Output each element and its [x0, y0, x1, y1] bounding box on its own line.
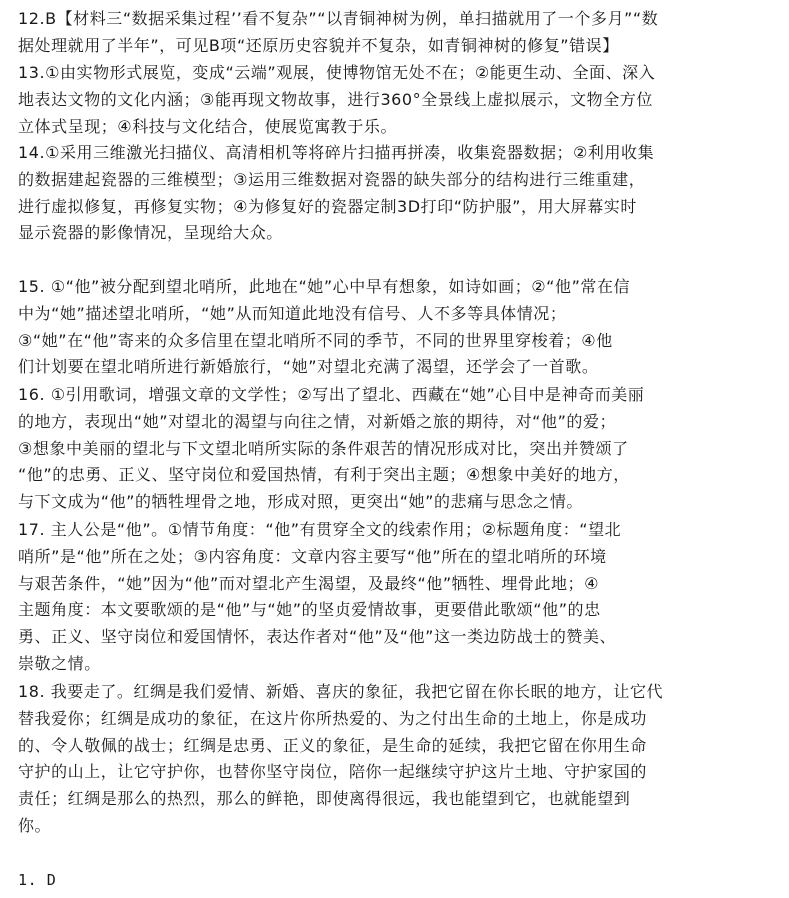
- q14-line-3: 进行虚拟修复，再修复实物；④为修复好的瓷器定制3D打印“防护服”，用大屏幕实时: [18, 196, 637, 216]
- answer-1-d: 1. D: [18, 871, 57, 889]
- q17-line-1: 17. 主人公是“他”。①情节角度：“他”有贯穿全文的线索作用；②标题角度：“望北: [18, 520, 622, 539]
- q14-line-1: 14.①采用三维激光扫描仪、高清相机等将碎片扫描再拼凑，收集瓷器数据；②利用收集: [18, 143, 655, 162]
- q17-line-6: 崇敬之情。: [18, 654, 101, 673]
- q16-line-4: “他”的忠勇、正义、坚守岗位和爱国热情，有利于突出主题；④想象中美好的地方，: [18, 465, 630, 485]
- q15-line-2: 中为“她”描述望北哨所，“她”从而知道此地没有信号、人不多等具体情况；: [18, 303, 567, 323]
- q16-line-2: 的地方，表现出“她”对望北的渴望与向往之情，对新婚之旅的期待，对“他”的爱；: [18, 411, 617, 431]
- q18-line-2: 替我爱你；红绸是成功的象征，在这片你所热爱的、为之付出生命的土地上，你是成功: [18, 708, 647, 728]
- q16-line-5: 与下文成为“他”的牺牲埋骨之地，形成对照，更突出“她”的悲痛与思念之情。: [18, 492, 583, 512]
- q15-line-3: ③“她”在“他”寄来的众多信里在望北哨所不同的季节，不同的世界里穿梭着；④他: [18, 330, 613, 350]
- q17-line-4: 主题角度：本文要歌颂的是“他”与“她”的坚贞爱情故事，更要借此歌颂“他”的忠: [18, 600, 601, 620]
- q17-line-5: 勇、正义、坚守岗位和爱国情怀，表达作者对“他”及“他”这一类边防战士的赞美、: [18, 627, 617, 647]
- q18-line-4: 守护的山上，让它守护你，也替你坚守岗位，陪你一起继续守护这片土地、守护家国的: [18, 762, 647, 782]
- q18-line-6: 你。: [18, 816, 52, 835]
- q15-line-1: 15. ①“他”被分配到望北哨所，此地在“她”心中早有想象，如诗如画；②“他”常在信: [18, 277, 631, 296]
- q14-line-2: 的数据建起瓷器的三维模型；③运用三维数据对瓷器的缺失部分的结构进行三维重建，: [18, 169, 646, 189]
- q16-line-1: 16. ①引用歌词，增强文章的文学性；②写出了望北、西藏在“她”心目中是神奇而美丽: [18, 385, 645, 404]
- q17-line-2: 哨所”是“他”所在之处；③内容角度：文章内容主要写“他”所在的望北哨所的环境: [18, 546, 607, 566]
- q13-line-3: 立体式呈现；④科技与文化结合，使展览寓教于乐。: [18, 116, 397, 136]
- q12-line-2: 据处理就用了半年”，可见B项“还原历史容貌并不复杂，如青铜神树的修复”错误】: [18, 35, 619, 55]
- q13-line-1: 13.①由实物形式展览，变成“云端”观展，使博物馆无处不在；②能更生动、全面、深入: [18, 63, 656, 82]
- q15-line-4: 们计划要在望北哨所进行新婚旅行，“她”对望北充满了渴望，还学会了一首歌。: [18, 357, 599, 377]
- q18-line-3: 的、令人敬佩的战士；红绸是忠勇、正义的象征，是生命的延续，我把它留在你用生命: [18, 735, 647, 755]
- q13-line-2: 地表达文物的文化内涵；③能再现文物故事，进行360°全景线上虚拟展示，文物全方位: [18, 89, 653, 109]
- q18-line-1: 18. 我要走了。红绸是我们爱情、新婚、喜庆的象征，我把它留在你长眠的地方，让它代: [18, 682, 664, 701]
- q16-line-3: ③想象中美丽的望北与下文望北哨所实际的条件艰苦的情况形成对比，突出并赞颂了: [18, 438, 629, 458]
- q17-line-3: 与艰苦条件，“她”因为“他”而对望北产生渴望，及最终“他”牺牲、埋骨此地；④: [18, 573, 599, 593]
- q12-line-1: 12.B【材料三“数据采集过程’’看不复杂”“以青铜神树为例，单扫描就用了一个多月”“数: [18, 9, 659, 28]
- q18-line-5: 责任；红绸是那么的热烈，那么的鲜艳，即使离得很远，我也能望到它，也就能望到: [18, 789, 631, 809]
- q14-line-4: 显示瓷器的影像情况，呈现给大众。: [18, 223, 283, 243]
